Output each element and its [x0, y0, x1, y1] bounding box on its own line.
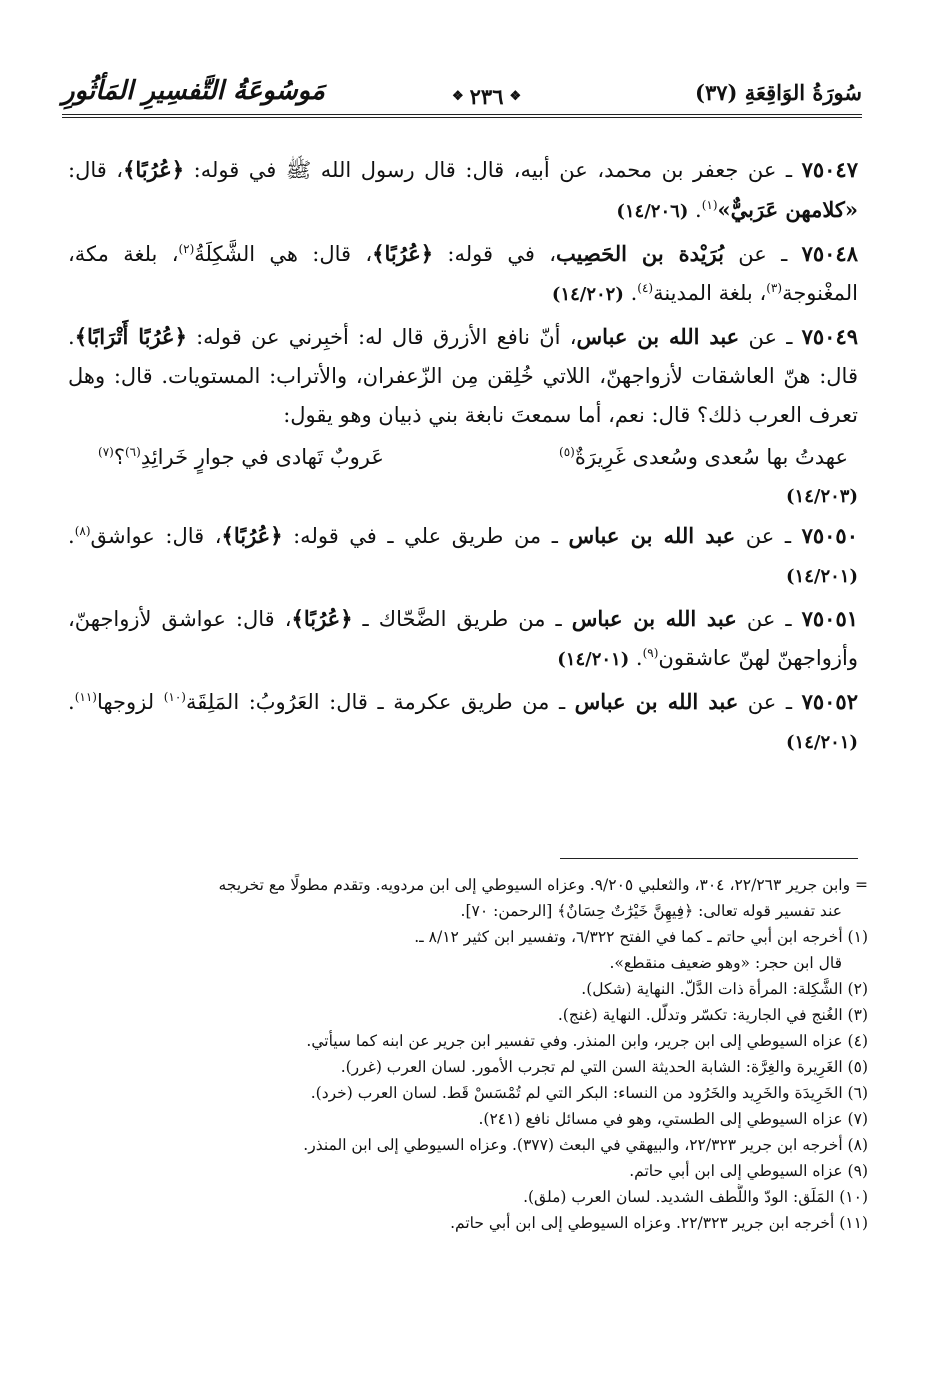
poem-hemistich	[98, 438, 384, 477]
volume-reference: (١٤/٢٠٣)	[786, 486, 858, 507]
entry-text: ـ عن	[736, 607, 802, 631]
footnote-marker: (٤)	[637, 281, 654, 295]
narration-entry	[68, 682, 858, 762]
narration-entry	[68, 317, 858, 435]
footnote: (٦) الخَرِيدَة والخَرِيد والخَرُود من النساء: البكر التي لم تُمْسَسْ قَط. لسان العرب (خرد).	[310, 1084, 868, 1102]
entry-number: ٧٥٠٥٢	[801, 689, 858, 714]
narration-entry	[68, 599, 858, 679]
header-rule	[62, 117, 862, 118]
footnote-marker: (١١)	[74, 690, 97, 704]
entry-text: ـ عن جعفر بن محمد، عن أبيه، قال: قال رسول الله ﷺ في قوله:	[184, 158, 802, 182]
entry-text: لزوجها	[96, 690, 164, 714]
footnote: (٩) عزاه السيوطي إلى ابن أبي حاتم.	[629, 1162, 868, 1180]
footnote: (٤) عزاه السيوطي إلى ابن جرير، وابن المنذر. وفي تفسير ابن جرير عن ابنه كما سيأتي.	[306, 1032, 868, 1050]
entry-number: ٧٥٠٥٠	[801, 523, 858, 548]
entry-text: ، قال:	[68, 158, 124, 182]
footnote: (١١) أخرجه ابن جرير ٢٢/٣٢٣. وعزاه السيوطي إلى ابن أبي حاتم.	[450, 1214, 868, 1232]
poem-verse	[68, 438, 858, 477]
entry-text: ، في قوله:	[433, 242, 556, 266]
narrator-name: «كلامهن عَرَبيٌّ»	[717, 197, 858, 222]
footnote: عند تفسير قوله تعالى: ﴿فِيهِنَّ خَيْرَٰتٌ حِسَانٌ﴾ [الرحمن: ٧٠].	[460, 902, 842, 920]
entry-text: ـ عن	[738, 690, 802, 714]
volume-reference: (١٤/٢٠١)	[786, 732, 858, 753]
narration-entry	[68, 234, 858, 314]
narrator-name: بُرَيْدة بن الحَصِيب	[556, 241, 724, 266]
page-number: ٢٣٦	[469, 84, 504, 109]
entry-number: ٧٥٠٥١	[801, 606, 859, 631]
header-rule	[62, 114, 862, 115]
entry-text: ؟	[113, 445, 125, 469]
entry-number: ٧٥٠٤٧	[801, 157, 858, 182]
footnote: (٣) الغُنج في الجارية: تكسّر وتدلّل. النهاية (غنج).	[557, 1006, 868, 1024]
entry-text: ، أنّ نافع الأزرق قال له: أخبِرني عن قوله:	[186, 325, 577, 349]
footnote-marker: (٧)	[98, 445, 114, 459]
entry-text: ـ عن	[723, 242, 802, 266]
entry-text: . قال: هنّ العاشقات لأزواجهنّ، اللاتي خُلِقن مِن الزّعفران، والأتراب: المستويات. قال: وهل تعرف العرب ذلك؟ قال: نعم، أما سمعتَ نابغة بني ذبيان وهو يقول:	[68, 325, 858, 427]
entry-text: .	[623, 281, 638, 305]
volume-reference: (١٤/٢٠١)	[786, 566, 858, 587]
footnote-marker: (٦)	[124, 445, 141, 459]
poem-hemistich	[559, 438, 848, 477]
page-number-block	[452, 84, 521, 109]
footnote: (١) أخرجه ابن أبي حاتم ـ كما في الفتح ٦/٣٢٢، وتفسير ابن كثير ٨/١٢ ـ.	[414, 928, 868, 946]
entry-text: .	[68, 690, 75, 714]
entry-number: ٧٥٠٤٩	[801, 324, 859, 349]
quran-quote: ﴿عُرُبًا﴾	[372, 241, 434, 266]
quran-quote: ﴿عُرُبًا﴾	[221, 523, 283, 548]
footnote-separator	[560, 858, 858, 859]
hemistich-text: عهدتُ بها سُعدى وسُعدى غَرِيرَةٌ	[574, 445, 848, 469]
book-title: مَوسُوعَةُ التَّفسِيرِ المَأثُورِ	[62, 76, 325, 106]
footnote: (٨) أخرجه ابن جرير ٢٢/٣٢٣، والبيهقي في البعث (٣٧٧). وعزاه السيوطي إلى ابن المنذر.	[303, 1136, 868, 1154]
hemistich-text: عَروبٌ تَهادى في جوارٍ خَرائِدِ	[140, 445, 384, 469]
footnote: قال ابن حجر: «وهو ضعيف منقطع».	[609, 954, 842, 972]
entry-text: ـ من طريق الضَّحّاك ـ	[352, 607, 572, 631]
page-header	[62, 62, 862, 118]
quran-quote: ﴿عُرُبًا﴾	[291, 606, 353, 631]
volume-reference: (١٤/٢٠١)	[557, 649, 630, 670]
entry-text: .	[688, 198, 702, 222]
footnote-marker: (١)	[701, 198, 718, 212]
volume-reference: (١٤/٢٠٦)	[616, 201, 689, 222]
narrator-name: عبد الله بن عباس	[568, 523, 736, 548]
entry-text: ـ عن	[739, 325, 802, 349]
surah-title: سُورَةُ الوَاقِعَةِ (٣٧)	[695, 80, 862, 105]
footnote: (٧) عزاه السيوطي إلى الطستي، وهو في مسائل نافع (٢٤١).	[478, 1110, 868, 1128]
entry-text: ـ من طريق علي ـ في قوله:	[282, 524, 569, 548]
quran-quote: ﴿عُرُبًا أَتْرَابًا﴾	[74, 324, 187, 349]
footnote-marker: (٨)	[74, 524, 91, 538]
ornament-icon: ❖	[452, 89, 464, 104]
entry-text: .	[629, 646, 643, 670]
entry-text: ـ عن	[735, 524, 802, 548]
entry-number: ٧٥٠٤٨	[801, 241, 858, 266]
footnote-marker: (٢)	[178, 242, 195, 256]
footnote-marker: (٣)	[766, 281, 783, 295]
footnote-marker: (١٠)	[163, 690, 186, 704]
narrator-name: عبد الله بن عباس	[576, 324, 740, 349]
narrator-name: عبد الله بن عباس	[574, 689, 739, 714]
narrator-name: عبد الله بن عباس	[571, 606, 737, 631]
footnote: (٥) الغَرِيرة والغِرَّة: الشابة الحديثة السن التي لم تجرب الأمور. لسان العرب (غرر).	[340, 1058, 868, 1076]
volume-reference: (١٤/٢٠٢)	[551, 284, 624, 305]
footnote-marker: (٥)	[559, 445, 575, 459]
footnote: = وابن جرير ٢٢/٢٦٣، ٣٠٤، والثعلبي ٩/٢٠٥. وعزاه السيوطي إلى ابن مردويه. وتقدم مطولًا مع تخريجه	[218, 876, 868, 894]
ornament-icon: ❖	[509, 89, 522, 104]
narration-entry	[68, 150, 858, 231]
narration-entry	[68, 516, 858, 596]
footnote: (١٠) المَلَق: الودّ واللُّطف الشديد. لسان العرب (ملق).	[523, 1188, 868, 1206]
entry-text: ، قال: عواشق لأزواجهنّ، وأزواجهنّ لهنّ عاشقون	[68, 607, 858, 670]
narrations-body	[68, 150, 858, 765]
entry-text: ، بلغة مكة، المغْنوجة	[68, 242, 858, 305]
footnote: (٢) الشَّكِلة: المرأة ذات الدَّلّ. النهاية (شكل).	[581, 980, 868, 998]
footnotes	[60, 872, 868, 1236]
entry-text: ، قال: عواشق	[90, 524, 222, 548]
entry-text: .	[68, 524, 75, 548]
quran-quote: ﴿عُرُبًا﴾	[123, 157, 185, 182]
entry-text: ، قال: هي الشَّكِلَةُ	[194, 242, 373, 266]
entry-text: ـ من طريق عكرمة ـ قال: العَرُوبُ: المَلِقَة	[185, 690, 575, 714]
entry-text: ، بلغة المدينة	[653, 281, 767, 305]
footnote-marker: (٩)	[642, 646, 659, 660]
